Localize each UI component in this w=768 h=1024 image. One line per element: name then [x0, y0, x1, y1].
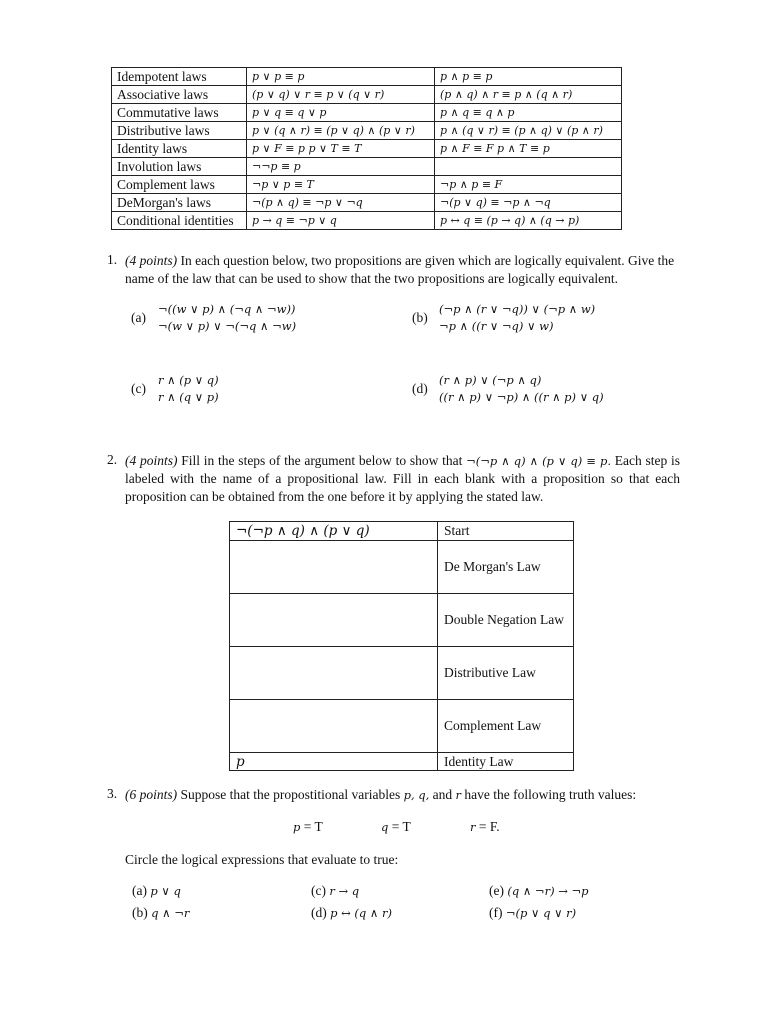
q2-number: 2.: [107, 452, 118, 467]
law-row: [112, 86, 622, 104]
step-law: Start: [438, 522, 574, 541]
law-and-form: p ∧ F ≡ F p ∧ T ≡ p: [435, 140, 622, 158]
law-name: Complement laws: [112, 176, 247, 194]
law-and-form: ¬p ∧ p ≡ F: [435, 176, 622, 194]
q2-body-start: Fill in the steps of the argument below to show that: [181, 453, 463, 468]
variable: r: [470, 820, 476, 834]
law-row: [112, 158, 622, 176]
option-label: (e): [489, 883, 504, 898]
law-name: Commutative laws: [112, 104, 247, 122]
q3-points: (6 points): [125, 787, 178, 802]
law-or-form: p ∨ p ≡ p: [247, 68, 435, 86]
law-or-form: (p ∨ q) ∨ r ≡ p ∨ (q ∨ r): [247, 86, 435, 104]
q3-body-end: have the following truth values:: [464, 787, 637, 802]
option-expression: p ∨ q: [150, 884, 181, 898]
law-name: DeMorgan's laws: [112, 194, 247, 212]
step-expression: p: [230, 753, 438, 771]
option-d[interactable]: [311, 905, 392, 921]
step-answer-blank[interactable]: [230, 700, 438, 753]
q2-points: (4 points): [125, 453, 178, 468]
law-row: [112, 122, 622, 140]
step-row-double-negation: [230, 594, 574, 647]
law-name: Identity laws: [112, 140, 247, 158]
q3-and: and: [432, 787, 453, 802]
law-or-form: p ∨ (q ∧ r) ≡ (p ∨ q) ∧ (p ∨ r): [247, 122, 435, 140]
option-label: (c): [311, 883, 326, 898]
law-or-form: p ∨ F ≡ p p ∨ T ≡ T: [247, 140, 435, 158]
step-row-start: [230, 522, 574, 541]
law-and-form: p ∧ (q ∨ r) ≡ (p ∧ q) ∨ (p ∧ r): [435, 122, 622, 140]
step-row-complement: [230, 700, 574, 753]
option-expression: (q ∧ ¬r) → ¬p: [507, 884, 589, 898]
q3-instruction: Circle the logical expressions that evaluate to true:: [125, 852, 399, 867]
q1-number: 1.: [107, 252, 118, 267]
option-f[interactable]: [489, 905, 576, 921]
truth-value-r: [470, 819, 500, 835]
law-and-form: p ∧ q ≡ q ∧ p: [435, 104, 622, 122]
variable: p: [293, 820, 301, 834]
part-label: (c): [131, 381, 146, 396]
option-expression: ¬(p ∨ q ∨ r): [505, 906, 577, 920]
step-answer-blank[interactable]: [230, 541, 438, 594]
option-c[interactable]: [311, 883, 359, 899]
law-or-form: p → q ≡ ¬p ∨ q: [247, 212, 435, 230]
law-or-form: ¬¬p ≡ p: [247, 158, 435, 176]
proposition-1: r ∧ (p ∨ q): [158, 373, 219, 387]
q1-points: (4 points): [125, 253, 178, 268]
law-name: Conditional identities: [112, 212, 247, 230]
value: = F.: [475, 819, 500, 834]
option-a[interactable]: [132, 883, 181, 899]
laws-table: [111, 67, 622, 230]
q3-vars: p, q,: [403, 788, 430, 802]
option-label: (f): [489, 905, 503, 920]
q3-text: [125, 786, 680, 804]
proposition-1: (¬p ∧ (r ∨ ¬q)) ∨ (¬p ∧ w): [439, 302, 596, 316]
variable: q: [381, 820, 389, 834]
law-and-form: p ∧ p ≡ p: [435, 68, 622, 86]
part-label: (d): [412, 381, 428, 396]
option-label: (d): [311, 905, 327, 920]
option-expression: p ↔ (q ∧ r): [330, 906, 392, 920]
step-row-identity: [230, 753, 574, 771]
argument-steps-table: [229, 521, 574, 771]
q2-text: [125, 452, 680, 506]
law-or-form: p ∨ q ≡ q ∨ p: [247, 104, 435, 122]
law-and-form: p ↔ q ≡ (p → q) ∧ (q → p): [435, 212, 622, 230]
law-and-form: [435, 158, 622, 176]
proposition-2: ¬p ∧ ((r ∨ ¬q) ∨ w): [439, 319, 554, 333]
proposition-1: ¬((w ∨ p) ∧ (¬q ∧ ¬w)): [158, 302, 296, 316]
step-row-de-morgan: [230, 541, 574, 594]
proposition-2: ¬(w ∨ p) ∨ ¬(¬q ∧ ¬w): [158, 319, 297, 333]
q3-var-r: r: [455, 788, 462, 802]
q2-body-end: Each step is labeled with the name of a propositional law. Fill in each blank with a proposition so that each proposition can be obtained from the one before it by applying the stated law.: [125, 453, 681, 504]
step-law: Identity Law: [438, 753, 574, 771]
option-e[interactable]: [489, 883, 589, 899]
law-name: Associative laws: [112, 86, 247, 104]
proposition-1: (r ∧ p) ∨ (¬p ∧ q): [439, 373, 542, 387]
value: = T: [388, 819, 411, 834]
law-row: [112, 212, 622, 230]
option-label: (b): [132, 905, 148, 920]
step-law: Complement Law: [438, 700, 574, 753]
value: = T: [300, 819, 323, 834]
step-answer-blank[interactable]: [230, 647, 438, 700]
step-expression: ¬(¬p ∧ q) ∧ (p ∨ q): [230, 522, 438, 541]
truth-value-q: [381, 819, 411, 835]
step-law: De Morgan's Law: [438, 541, 574, 594]
q1-body: In each question below, two propositions are given which are logically equivalent. Give the name of the law that can be used to show that the two propositions are logically equivalent.: [125, 253, 675, 286]
law-row: [112, 104, 622, 122]
step-answer-blank[interactable]: [230, 594, 438, 647]
step-row-distributive: [230, 647, 574, 700]
law-or-form: ¬p ∨ p ≡ T: [247, 176, 435, 194]
law-row: [112, 176, 622, 194]
q2-formula: ¬(¬p ∧ q) ∧ (p ∨ q) ≡ p.: [466, 454, 611, 468]
q1-text: [125, 252, 680, 288]
part-label: (a): [131, 310, 146, 325]
option-expression: r → q: [329, 884, 360, 898]
law-name: Involution laws: [112, 158, 247, 176]
law-row: [112, 140, 622, 158]
part-label: (b): [412, 310, 428, 325]
q3-number: 3.: [107, 786, 118, 801]
step-law: Double Negation Law: [438, 594, 574, 647]
law-row: [112, 194, 622, 212]
truth-value-p: [293, 819, 323, 835]
option-b[interactable]: [132, 905, 189, 921]
law-row: [112, 68, 622, 86]
law-or-form: ¬(p ∧ q) ≡ ¬p ∨ ¬q: [247, 194, 435, 212]
law-name: Idempotent laws: [112, 68, 247, 86]
law-and-form: (p ∧ q) ∧ r ≡ p ∧ (q ∧ r): [435, 86, 622, 104]
proposition-2: r ∧ (q ∨ p): [158, 390, 219, 404]
proposition-2: ((r ∧ p) ∨ ¬p) ∧ ((r ∧ p) ∨ q): [439, 390, 604, 404]
law-name: Distributive laws: [112, 122, 247, 140]
law-and-form: ¬(p ∨ q) ≡ ¬p ∧ ¬q: [435, 194, 622, 212]
option-expression: q ∧ ¬r: [151, 906, 190, 920]
q3-body-start: Suppose that the propostitional variables: [180, 787, 401, 802]
step-law: Distributive Law: [438, 647, 574, 700]
option-label: (a): [132, 883, 147, 898]
